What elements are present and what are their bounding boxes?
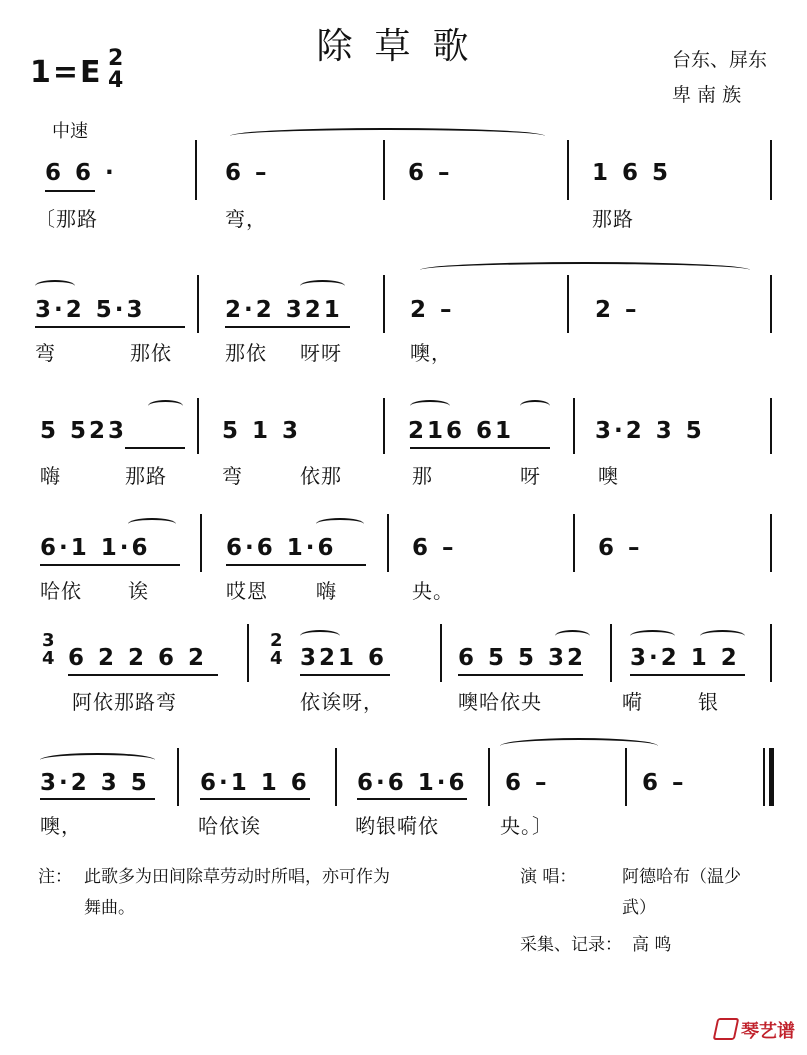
tie-slur — [420, 262, 750, 278]
underline-beam — [458, 674, 583, 676]
lyric: 呀呀 — [300, 341, 342, 365]
lyric: 那依 — [130, 341, 172, 365]
lyric: 弯 — [35, 341, 56, 365]
singer-name-line1: 阿德哈布（温少 — [622, 867, 741, 887]
measure: 3·2 3 5 — [40, 770, 150, 796]
measure: 6·1 1 6 — [200, 770, 310, 796]
slur — [148, 400, 183, 412]
barline — [200, 514, 202, 572]
barline — [770, 398, 772, 454]
time-signature-bottom: 4 — [108, 68, 124, 93]
time-change — [270, 632, 283, 668]
underline-beam — [45, 190, 95, 192]
underline-beam — [630, 674, 745, 676]
lyric: 嗨 — [316, 579, 337, 603]
measure: 2·2 321 — [225, 297, 343, 323]
singer-label: 演 唱： — [520, 867, 577, 887]
underline-beam — [357, 798, 467, 800]
barline — [770, 624, 772, 682]
measure: 216 61 — [408, 418, 515, 444]
lyric: 弯 — [222, 464, 243, 488]
slur — [300, 280, 345, 292]
barline — [573, 398, 575, 454]
barline — [770, 140, 772, 200]
measure: 6·6 1·6 — [226, 535, 337, 561]
measure: 6 2 2 6 2 — [68, 645, 208, 671]
final-barline-thick — [769, 748, 774, 806]
lyric: 那路 — [592, 207, 634, 231]
underline-beam — [68, 674, 218, 676]
barline — [197, 275, 199, 333]
underline-beam — [40, 798, 155, 800]
lyric: 那依 — [225, 341, 267, 365]
slur — [700, 630, 745, 642]
slur — [520, 400, 550, 412]
barline — [770, 275, 772, 333]
barline — [197, 398, 199, 454]
measure: 3·2 1 2 — [630, 645, 740, 671]
measure: 6 5 5 32 — [458, 645, 587, 671]
measure: 6 – — [225, 160, 270, 186]
measure: 6 – — [505, 770, 550, 796]
lyric: 哈依 — [40, 579, 82, 603]
slur — [410, 400, 450, 412]
slur — [555, 630, 590, 642]
measure: 1 6 5 — [592, 160, 672, 186]
slur — [630, 630, 675, 642]
underline-beam — [200, 798, 310, 800]
note-label: 注： — [38, 867, 72, 887]
barline — [387, 514, 389, 572]
slur — [316, 518, 364, 530]
underline-beam — [225, 326, 350, 328]
lyric: 依诶呀， — [300, 690, 384, 714]
lyric: 噢哈依央 — [458, 690, 542, 714]
barline — [567, 140, 569, 200]
underline-beam — [125, 447, 185, 449]
lyric: 阿依那路弯 — [72, 690, 177, 714]
barline — [177, 748, 179, 806]
brand-logo-icon — [713, 1018, 740, 1040]
measure: 321 6 — [300, 645, 388, 671]
barline — [335, 748, 337, 806]
lyric: 哈依诶 — [198, 814, 261, 838]
underline-beam — [300, 674, 390, 676]
lyric: 呀 — [520, 464, 541, 488]
origin-people: 卑 南 族 — [672, 84, 742, 106]
note-text-line1: 此歌多为田间除草劳动时所唱，亦可作为 — [84, 867, 390, 887]
lyric: 那路 — [125, 464, 167, 488]
measure: 6·6 1·6 — [357, 770, 468, 796]
time-change-bottom: 4 — [270, 648, 283, 669]
brand-name: 琴艺谱 — [741, 1021, 795, 1042]
underline-beam — [35, 326, 185, 328]
measure: 5 523 — [40, 418, 128, 444]
key-signature: 1=E — [30, 55, 103, 90]
time-change — [42, 632, 55, 668]
lyric: 那 — [412, 464, 433, 488]
lyric: 央。 — [412, 579, 454, 603]
lyric: 噢， — [40, 814, 82, 838]
note-text-line2: 舞曲。 — [84, 898, 135, 918]
lyric: 依那 — [300, 464, 342, 488]
collector-label: 采集、记录： — [520, 935, 622, 955]
origin-region: 台东、屏东 — [672, 49, 768, 71]
tie-slur — [230, 128, 545, 144]
underline-beam — [40, 564, 180, 566]
time-change-top: 3 — [42, 630, 55, 651]
measure: 6·1 1·6 — [40, 535, 151, 561]
lyric: 银 — [698, 690, 719, 714]
barline — [383, 275, 385, 333]
slur — [300, 630, 340, 642]
slur — [35, 280, 75, 292]
tie-slur — [500, 738, 658, 754]
measure: 2 – — [410, 297, 455, 323]
barline — [383, 140, 385, 200]
time-signature — [108, 48, 123, 92]
lyric: 哟银嗬依 — [355, 814, 439, 838]
lyric: 嗬 — [622, 690, 643, 714]
barline — [625, 748, 627, 806]
barline — [567, 275, 569, 333]
measure: 3·2 3 5 — [595, 418, 705, 444]
lyric: 噢， — [410, 341, 452, 365]
time-change-top: 2 — [270, 630, 283, 651]
final-barline-thin — [763, 748, 765, 806]
lyric: 哎恩 — [226, 579, 268, 603]
time-signature-top: 2 — [108, 46, 124, 71]
time-change-bottom: 4 — [42, 648, 55, 669]
lyric: 诶 — [128, 579, 149, 603]
barline — [383, 398, 385, 454]
measure: 6 – — [408, 160, 453, 186]
lyric: 弯， — [225, 207, 267, 231]
underline-beam — [226, 564, 366, 566]
barline — [195, 140, 197, 200]
lyric: 央。〕 — [500, 814, 553, 838]
barline — [247, 624, 249, 682]
barline — [610, 624, 612, 682]
underline-beam — [410, 447, 550, 449]
measure: 2 – — [595, 297, 640, 323]
slur — [40, 753, 155, 767]
measure: 6 – — [412, 535, 457, 561]
lyric: 嗨 — [40, 464, 61, 488]
barline — [573, 514, 575, 572]
collector-name: 高 鸣 — [632, 935, 672, 955]
measure: 3·2 5·3 — [35, 297, 146, 323]
barline — [440, 624, 442, 682]
page-title: 除草歌 — [316, 26, 491, 67]
slur — [128, 518, 176, 530]
barline — [488, 748, 490, 806]
barline — [770, 514, 772, 572]
lyric: 〔那路 — [35, 207, 98, 231]
measure: 6 – — [642, 770, 687, 796]
measure: 6 – — [598, 535, 643, 561]
brand-watermark[interactable] — [715, 1017, 795, 1043]
measure: 5 1 3 — [222, 418, 302, 444]
lyric: 噢 — [598, 464, 619, 488]
measure: 6 6 · — [45, 160, 117, 186]
tempo-marking: 中速 — [52, 121, 88, 142]
singer-name-line2: 武） — [622, 898, 656, 918]
